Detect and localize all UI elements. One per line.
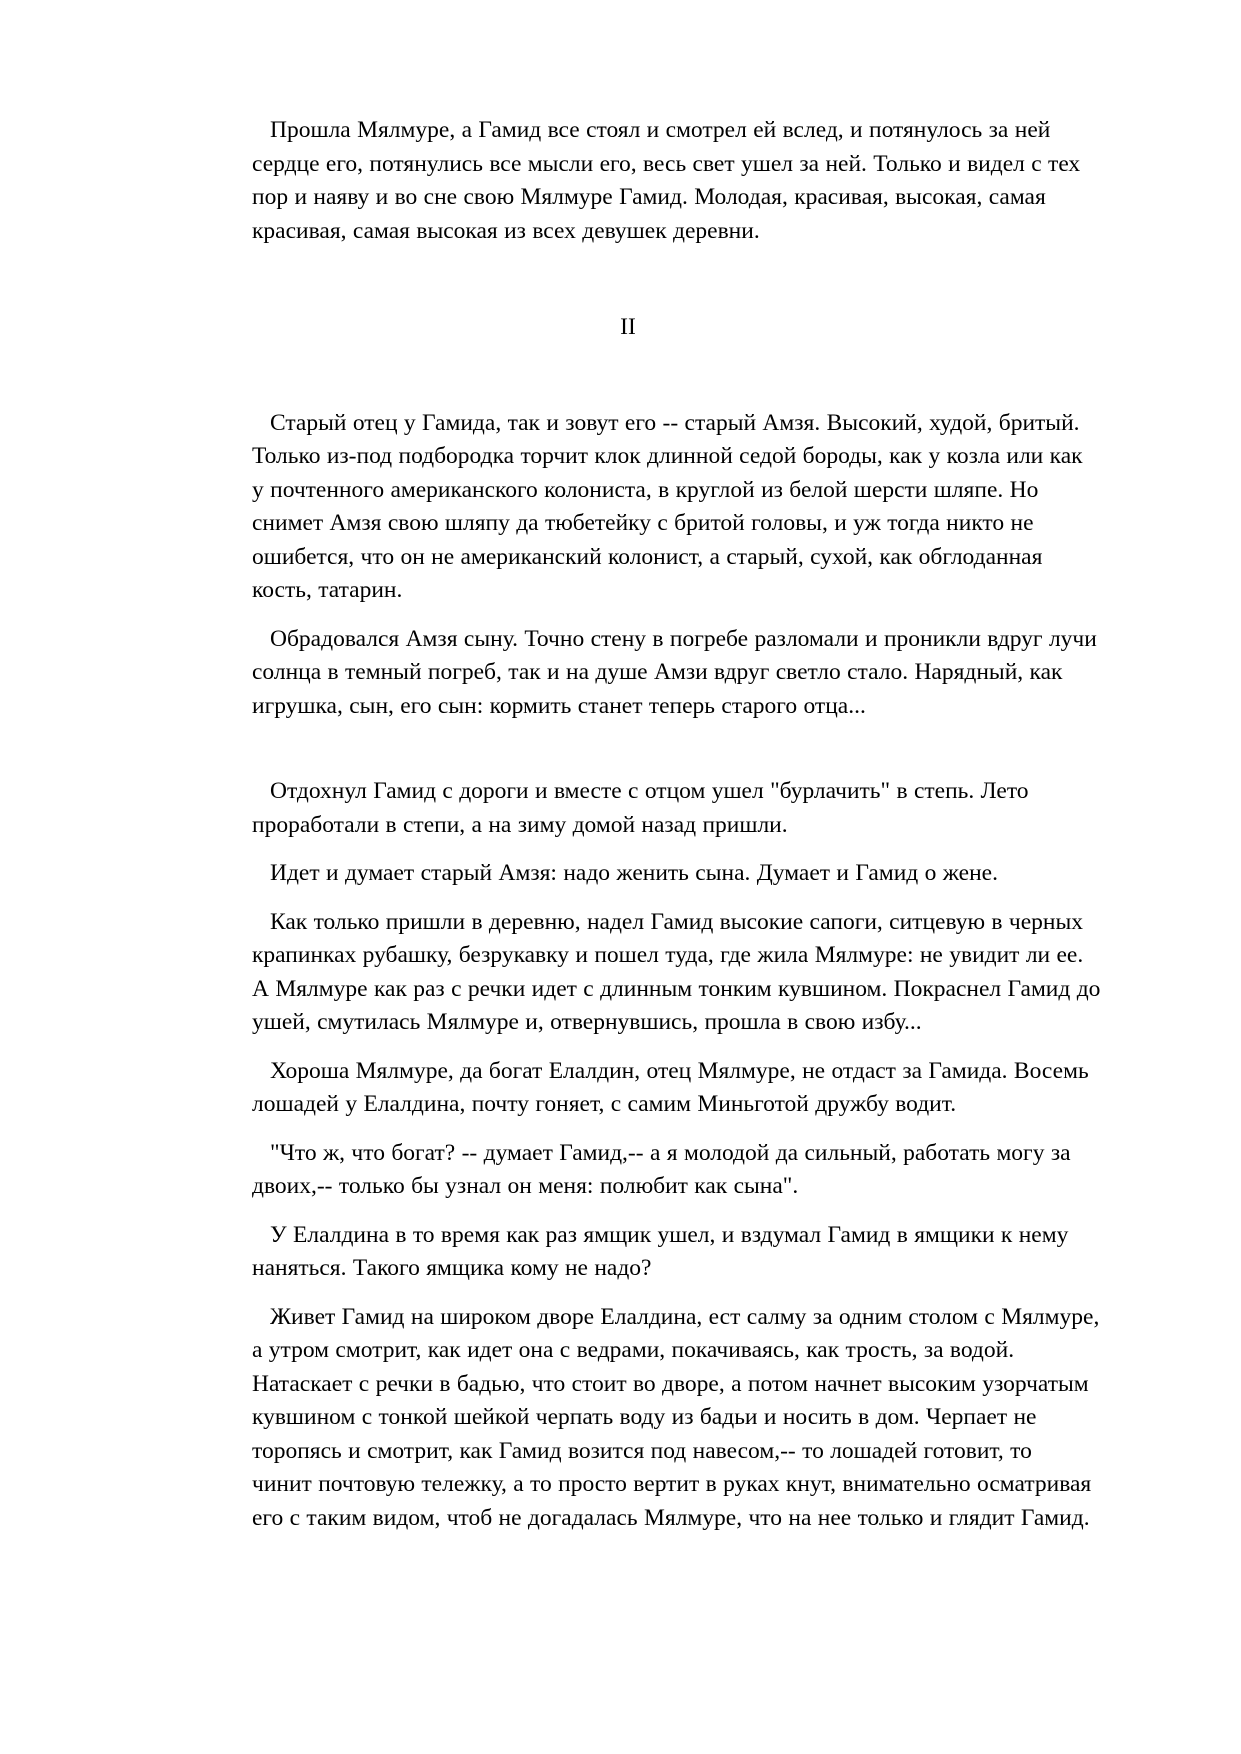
paragraph-9 [252,1219,1142,1286]
paragraph-10 [252,1301,1142,1536]
text-line: двоих,-- только бы узнал он меня: полюбит как сына". [252,1173,799,1199]
text-line: лошадей у Елалдина, почту гоняет, с самим Миньготой дружбу водит. [252,1091,957,1117]
text-line: пор и наяву и во сне свою Мялмуре Гамид. Молодая, красивая, высокая, самая [252,184,1046,210]
text-line: сердце его, потянулись все мысли его, весь свет ушел за ней. Только и видел с тех [252,150,1081,177]
text-line: "Что ж, что богат? -- думает Гамид,-- а я молодой да сильный, работать могу за [270,1139,1071,1166]
text-line: Хороша Мялмуре, да богат Елалдин, отец Мялмуре, не отдаст за Гамида. Восемь [270,1057,1089,1084]
paragraph-7 [252,1055,1142,1122]
text-line: наняться. Такого ямщика кому не надо? [252,1255,652,1281]
text-line: кость, татарин. [252,577,403,603]
text-line: торопясь и смотрит, как Гамид возится под навесом,-- то лошадей готовит, то [252,1437,1032,1464]
text-line: кувшином с тонкой шейкой черпать воду из бадьи и носить в дом. Черпает не [252,1404,1037,1430]
text-line: Идет и думает старый Амзя: надо женить сына. Думает и Гамид о жене. [270,860,998,886]
text-line: Прошла Мялмуре, а Гамид все стоял и смотрел ей вслед, и потянулось за ней [270,117,1051,143]
text-line: ошибется, что он не американский колонист, а старый, сухой, как обглоданная [252,543,1043,570]
paragraph-4 [252,775,1142,842]
text-line: у почтенного американского колониста, в круглой из белой шерсти шляпе. Но [252,476,1039,503]
text-line: снимет Амзя свою шляпу да тюбетейку с бритой головы, и уж тогда никто не [252,510,1034,536]
text-line: игрушка, сын, его сын: кормить станет теперь старого отца... [252,692,866,719]
text-line: Как только пришли в деревню, надел Гамид высокие сапоги, ситцевую в черных [270,908,1084,935]
text-line: солнца в темный погреб, так и на душе Амзи вдруг светло стало. Нарядный, как [252,659,1063,685]
paragraph-5 [252,857,1142,891]
text-line: его с таким видом, чтоб не догадалась Мялмуре, что на нее только и глядит Гамид. [252,1504,1090,1531]
paragraph-1 [252,114,1142,248]
text-line: ушей, смутилась Мялмуре и, отвернувшись, прошла в свою избу... [252,1009,922,1035]
document-page [252,114,1142,1535]
paragraph-3 [252,623,1142,724]
chapter-heading: II [620,314,636,340]
paragraph-8 [252,1137,1142,1204]
text-line: А Мялмуре как раз с речки идет с длинным тонким кувшином. Покраснел Гамид до [252,975,1101,1002]
text-line: а утром смотрит, как идет она с ведрами, покачиваясь, как трость, за водой. [252,1337,1015,1363]
text-line: Старый отец у Гамида, так и зовут его -- старый Амзя. Высокий, худой, бритый. [270,409,1080,436]
text-line: красивая, самая высокая из всех девушек деревни. [252,217,760,244]
text-line: У Елалдина в то время как раз ямщик ушел, и вздумал Гамид в ямщики к нему [270,1221,1069,1248]
text-line: Живет Гамид на широком дворе Елалдина, ест салму за одним столом с Мялмуре, [270,1303,1100,1330]
text-line: крапинках рубашку, безрукавку и пошел туда, где жила Мялмуре: не увидит ли ее. [252,942,1084,968]
paragraph-2 [252,407,1142,608]
text-line: Отдохнул Гамид с дороги и вместе с отцом ушел "бурлачить" в степь. Лето [270,778,1029,804]
text-line: проработали в степи, а на зиму домой назад пришли. [252,811,788,838]
text-line: Натаскает с речки в бадью, что стоит во дворе, а потом начнет высоким узорчатым [252,1370,1089,1397]
text-line: чинит почтовую тележку, а то просто вертит в руках кнут, внимательно осматривая [252,1471,1092,1497]
text-line: Обрадовался Амзя сыну. Точно стену в погребе разломали и проникли вдруг лучи [270,625,1097,652]
paragraph-6 [252,906,1142,1040]
text-line: Только из-под подбородка торчит клок длинной седой бороды, как у козла или как [252,443,1083,469]
